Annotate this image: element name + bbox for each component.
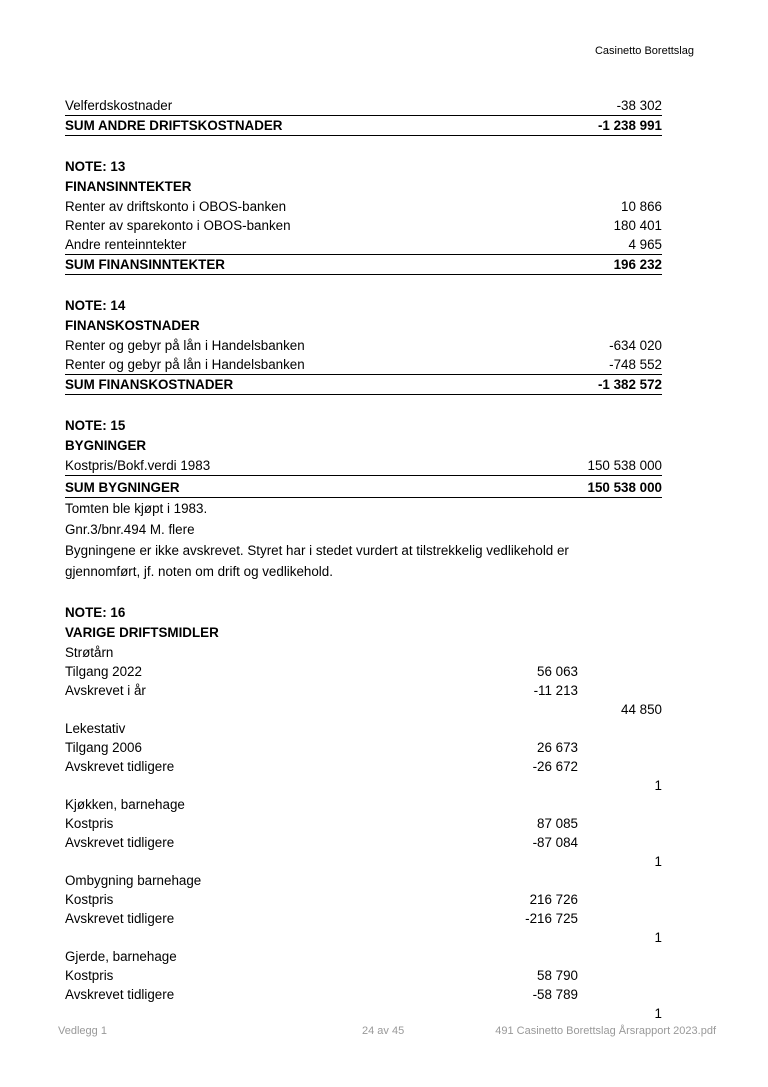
asset-total: 1 xyxy=(654,930,662,945)
table-row xyxy=(65,355,662,375)
asset-row xyxy=(65,890,662,909)
row-value: 150 538 000 xyxy=(587,458,662,473)
asset-name-row xyxy=(65,947,662,966)
row-value: -38 302 xyxy=(616,98,662,113)
asset-row xyxy=(65,985,662,1004)
row-label: SUM BYGNINGER xyxy=(65,480,180,495)
row-value: 196 232 xyxy=(613,257,662,272)
asset-total-row xyxy=(65,928,662,947)
row-label: Renter av driftskonto i OBOS-banken xyxy=(65,199,287,214)
row-value: -1 382 572 xyxy=(597,377,662,392)
row-label: Kostpris xyxy=(65,816,114,831)
row-label: Velferdskostnader xyxy=(65,98,173,113)
row-label: Avskrevet tidligere xyxy=(65,759,175,774)
row-label: SUM FINANSKOSTNADER xyxy=(65,377,234,392)
table-row xyxy=(65,96,662,116)
sum-row xyxy=(65,375,662,395)
footer-attachment: Vedlegg 1 xyxy=(58,1025,107,1037)
row-value: 150 538 000 xyxy=(587,480,662,495)
row-value: -11 213 xyxy=(533,683,578,698)
sum-row xyxy=(65,255,662,275)
sum-row xyxy=(65,116,662,136)
asset-name-row xyxy=(65,795,662,814)
note-number: NOTE: 15 xyxy=(65,418,126,433)
asset-name: Lekestativ xyxy=(65,721,126,736)
asset-total: 1 xyxy=(654,854,662,869)
row-value: -26 672 xyxy=(532,759,578,774)
asset-total: 44 850 xyxy=(621,702,662,717)
row-label: Tilgang 2006 xyxy=(65,740,142,755)
asset-name-row xyxy=(65,643,662,662)
footer-filename: 491 Casinetto Borettslag Årsrapport 2023.pdf xyxy=(495,1025,716,1037)
row-label: Kostpris xyxy=(65,968,114,983)
note-text: Bygningene er ikke avskrevet. Styret har i stedet vurdert at tilstrekkelig vedlikehold er gjennomført, jf. noten om drift og vedlikehold. xyxy=(65,543,569,579)
asset-total-row xyxy=(65,852,662,871)
asset-row xyxy=(65,833,662,852)
asset-total-row xyxy=(65,700,662,719)
asset-row xyxy=(65,757,662,776)
row-value: 10 866 xyxy=(621,199,662,214)
note-title: BYGNINGER xyxy=(65,438,147,453)
asset-row xyxy=(65,814,662,833)
document-body xyxy=(65,96,662,1023)
row-label: Kostpris xyxy=(65,892,114,907)
row-label: SUM ANDRE DRIFTSKOSTNADER xyxy=(65,118,283,133)
row-label: Avskrevet tidligere xyxy=(65,911,175,926)
note-number: NOTE: 13 xyxy=(65,159,126,174)
row-value: -216 725 xyxy=(525,911,578,926)
row-label: Andre renteinntekter xyxy=(65,237,187,252)
row-label: Kostpris/Bokf.verdi 1983 xyxy=(65,458,211,473)
note-title: FINANSINNTEKTER xyxy=(65,179,192,194)
asset-name: Kjøkken, barnehage xyxy=(65,797,185,812)
note-number: NOTE: 14 xyxy=(65,298,126,313)
asset-name-row xyxy=(65,719,662,738)
row-value: -1 238 991 xyxy=(597,118,662,133)
row-value: -58 789 xyxy=(532,987,578,1002)
table-row xyxy=(65,336,662,355)
footer-page-number: 24 av 45 xyxy=(362,1025,405,1037)
note-text: Tomten ble kjøpt i 1983. xyxy=(65,501,208,516)
asset-name: Gjerde, barnehage xyxy=(65,949,177,964)
row-value: 56 063 xyxy=(537,664,578,679)
asset-row xyxy=(65,909,662,928)
table-row xyxy=(65,235,662,255)
row-label: Renter og gebyr på lån i Handelsbanken xyxy=(65,357,305,372)
row-value: -87 084 xyxy=(532,835,578,850)
asset-row xyxy=(65,662,662,681)
row-label: Avskrevet i år xyxy=(65,683,146,698)
sum-row xyxy=(65,478,662,498)
row-value: 26 673 xyxy=(537,740,578,755)
asset-row xyxy=(65,738,662,757)
asset-row xyxy=(65,966,662,985)
document-header-org: Casinetto Borettslag xyxy=(594,45,694,57)
row-label: Renter av sparekonto i OBOS-banken xyxy=(65,218,291,233)
row-value: 216 726 xyxy=(529,892,578,907)
row-value: -748 552 xyxy=(609,357,662,372)
table-row xyxy=(65,197,662,216)
row-label: Renter og gebyr på lån i Handelsbanken xyxy=(65,338,305,353)
asset-row xyxy=(65,681,662,700)
note-title: FINANSKOSTNADER xyxy=(65,318,200,333)
table-row xyxy=(65,216,662,235)
row-label: Tilgang 2022 xyxy=(65,664,142,679)
row-label: Avskrevet tidligere xyxy=(65,835,175,850)
asset-name: Strøtårn xyxy=(65,645,114,660)
row-value: 58 790 xyxy=(537,968,578,983)
asset-name: Ombygning barnehage xyxy=(65,873,202,888)
asset-name-row xyxy=(65,871,662,890)
row-value: -634 020 xyxy=(609,338,662,353)
row-label: Avskrevet tidligere xyxy=(65,987,175,1002)
asset-total-row xyxy=(65,776,662,795)
asset-total-row xyxy=(65,1004,662,1023)
note-number: NOTE: 16 xyxy=(65,605,126,620)
row-value: 87 085 xyxy=(537,816,578,831)
row-label: SUM FINANSINNTEKTER xyxy=(65,257,225,272)
note-title: VARIGE DRIFTSMIDLER xyxy=(65,625,219,640)
table-row xyxy=(65,456,662,476)
row-value: 180 401 xyxy=(613,218,662,233)
row-value: 4 965 xyxy=(628,237,662,252)
asset-total: 1 xyxy=(654,778,662,793)
note-text: Gnr.3/bnr.494 M. flere xyxy=(65,522,195,537)
asset-total: 1 xyxy=(654,1006,662,1021)
